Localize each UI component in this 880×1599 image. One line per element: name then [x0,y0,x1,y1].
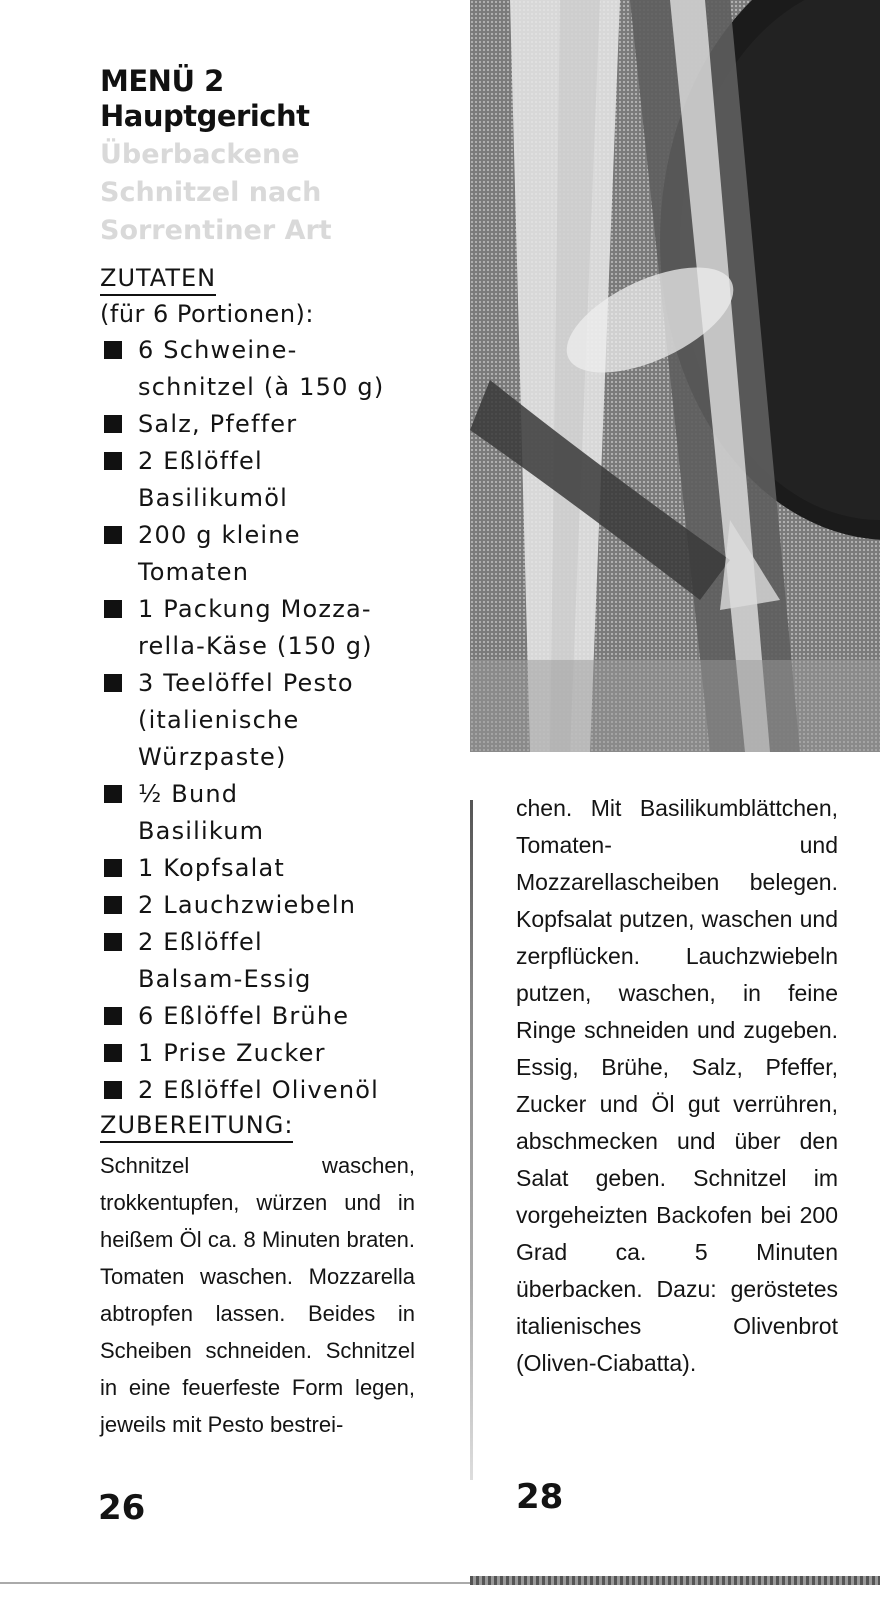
ingredient-line: schnitzel (à 150 g) [138,373,385,401]
ingredient-line: ½ Bund [138,780,239,808]
ingredient-list [100,332,420,1109]
square-bullet-icon [104,452,122,470]
ingredient-line: 6 Schweine- [138,336,298,364]
ingredient-item [100,406,420,443]
ingredient-line: 1 Kopfsalat [138,854,286,882]
square-bullet-icon [104,896,122,914]
ingredient-item [100,776,420,850]
course-title: Hauptgericht [100,99,310,133]
ingredient-item [100,924,420,998]
ingredient-line: Balsam-Essig [138,965,312,993]
square-bullet-icon [104,674,122,692]
ingredient-line: 2 Lauchzwiebeln [138,891,357,919]
method-text: Schnitzel waschen, trokkentupfen, würzen und in heißem Öl ca. 8 Minuten braten. Tomaten waschen. Mozzarella abtropfen lassen. Beides in Scheiben schneiden. Schnitzel in eine feuerfeste Form legen, jeweils mit Pesto bestrei- [100,1153,415,1437]
dish-name-line: Überbackene [100,139,300,170]
ingredient-item [100,998,420,1035]
servings-note: (für 6 Portionen): [100,300,314,328]
ingredient-item [100,443,420,517]
ingredient-line: Würzpaste) [138,743,287,771]
ingredient-line: Salz, Pfeffer [138,410,298,438]
square-bullet-icon [104,933,122,951]
ingredient-line: rella-Käse (150 g) [138,632,373,660]
ingredient-item [100,591,420,665]
food-photo-image [470,0,880,752]
ingredient-line: Basilikum [138,817,265,845]
bottom-scan-edge [470,1576,880,1585]
ingredient-line: 3 Teelöffel Pesto [138,669,354,697]
method-continued-text: chen. Mit Basilikumblättchen, Tomaten- und Mozzarellascheiben belegen. Kopfsalat putzen, waschen und zerpflücken. Lauchzwiebeln putzen, waschen, in feine Ringe schneiden und zugeben. Essig, Brühe, Salz, Pfeffer, Zucker und Öl gut verrühren, abschmecken und über den Salat geben. Schnitzel im vorgeheizten Backofen bei 200 Grad ca. 5 Minuten überbacken. Dazu: geröstetes italienisches Olivenbrot (Oliven-Ciabatta). [516,795,838,1376]
page-gutter [470,800,473,1480]
square-bullet-icon [104,415,122,433]
square-bullet-icon [104,1081,122,1099]
page-number-right: 28 [516,1477,564,1517]
ingredient-item [100,1035,420,1072]
ingredient-line: 2 Eßlöffel Olivenöl [138,1076,380,1104]
square-bullet-icon [104,1044,122,1062]
method-heading: ZUBEREITUNG: [100,1109,293,1143]
ingredient-item [100,665,420,776]
ingredient-item [100,1072,420,1109]
ingredient-line: 200 g kleine [138,521,301,549]
square-bullet-icon [104,341,122,359]
square-bullet-icon [104,1007,122,1025]
ingredient-line: 1 Packung Mozza- [138,595,372,623]
ingredient-item [100,850,420,887]
ingredient-item [100,887,420,924]
left-page-column [100,64,420,1443]
square-bullet-icon [104,785,122,803]
food-photo [470,0,880,752]
ingredient-line: 6 Eßlöffel Brühe [138,1002,350,1030]
dish-name-line: Schnitzel nach [100,177,322,208]
ingredient-line: Tomaten [138,558,250,586]
page-number-left: 26 [98,1488,146,1528]
square-bullet-icon [104,600,122,618]
ingredient-line: (italienische [138,706,300,734]
dish-name [100,136,420,250]
ingredient-line: 2 Eßlöffel [138,447,263,475]
square-bullet-icon [104,526,122,544]
menu-title: MENÜ 2 [100,64,224,98]
ingredient-item [100,332,420,406]
ingredients-heading: ZUTATEN [100,262,216,296]
ingredient-item [100,517,420,591]
ingredient-line: Basilikumöl [138,484,288,512]
ingredient-line: 1 Prise Zucker [138,1039,326,1067]
dish-name-line: Sorrentiner Art [100,215,332,246]
square-bullet-icon [104,859,122,877]
ingredient-line: 2 Eßlöffel [138,928,263,956]
